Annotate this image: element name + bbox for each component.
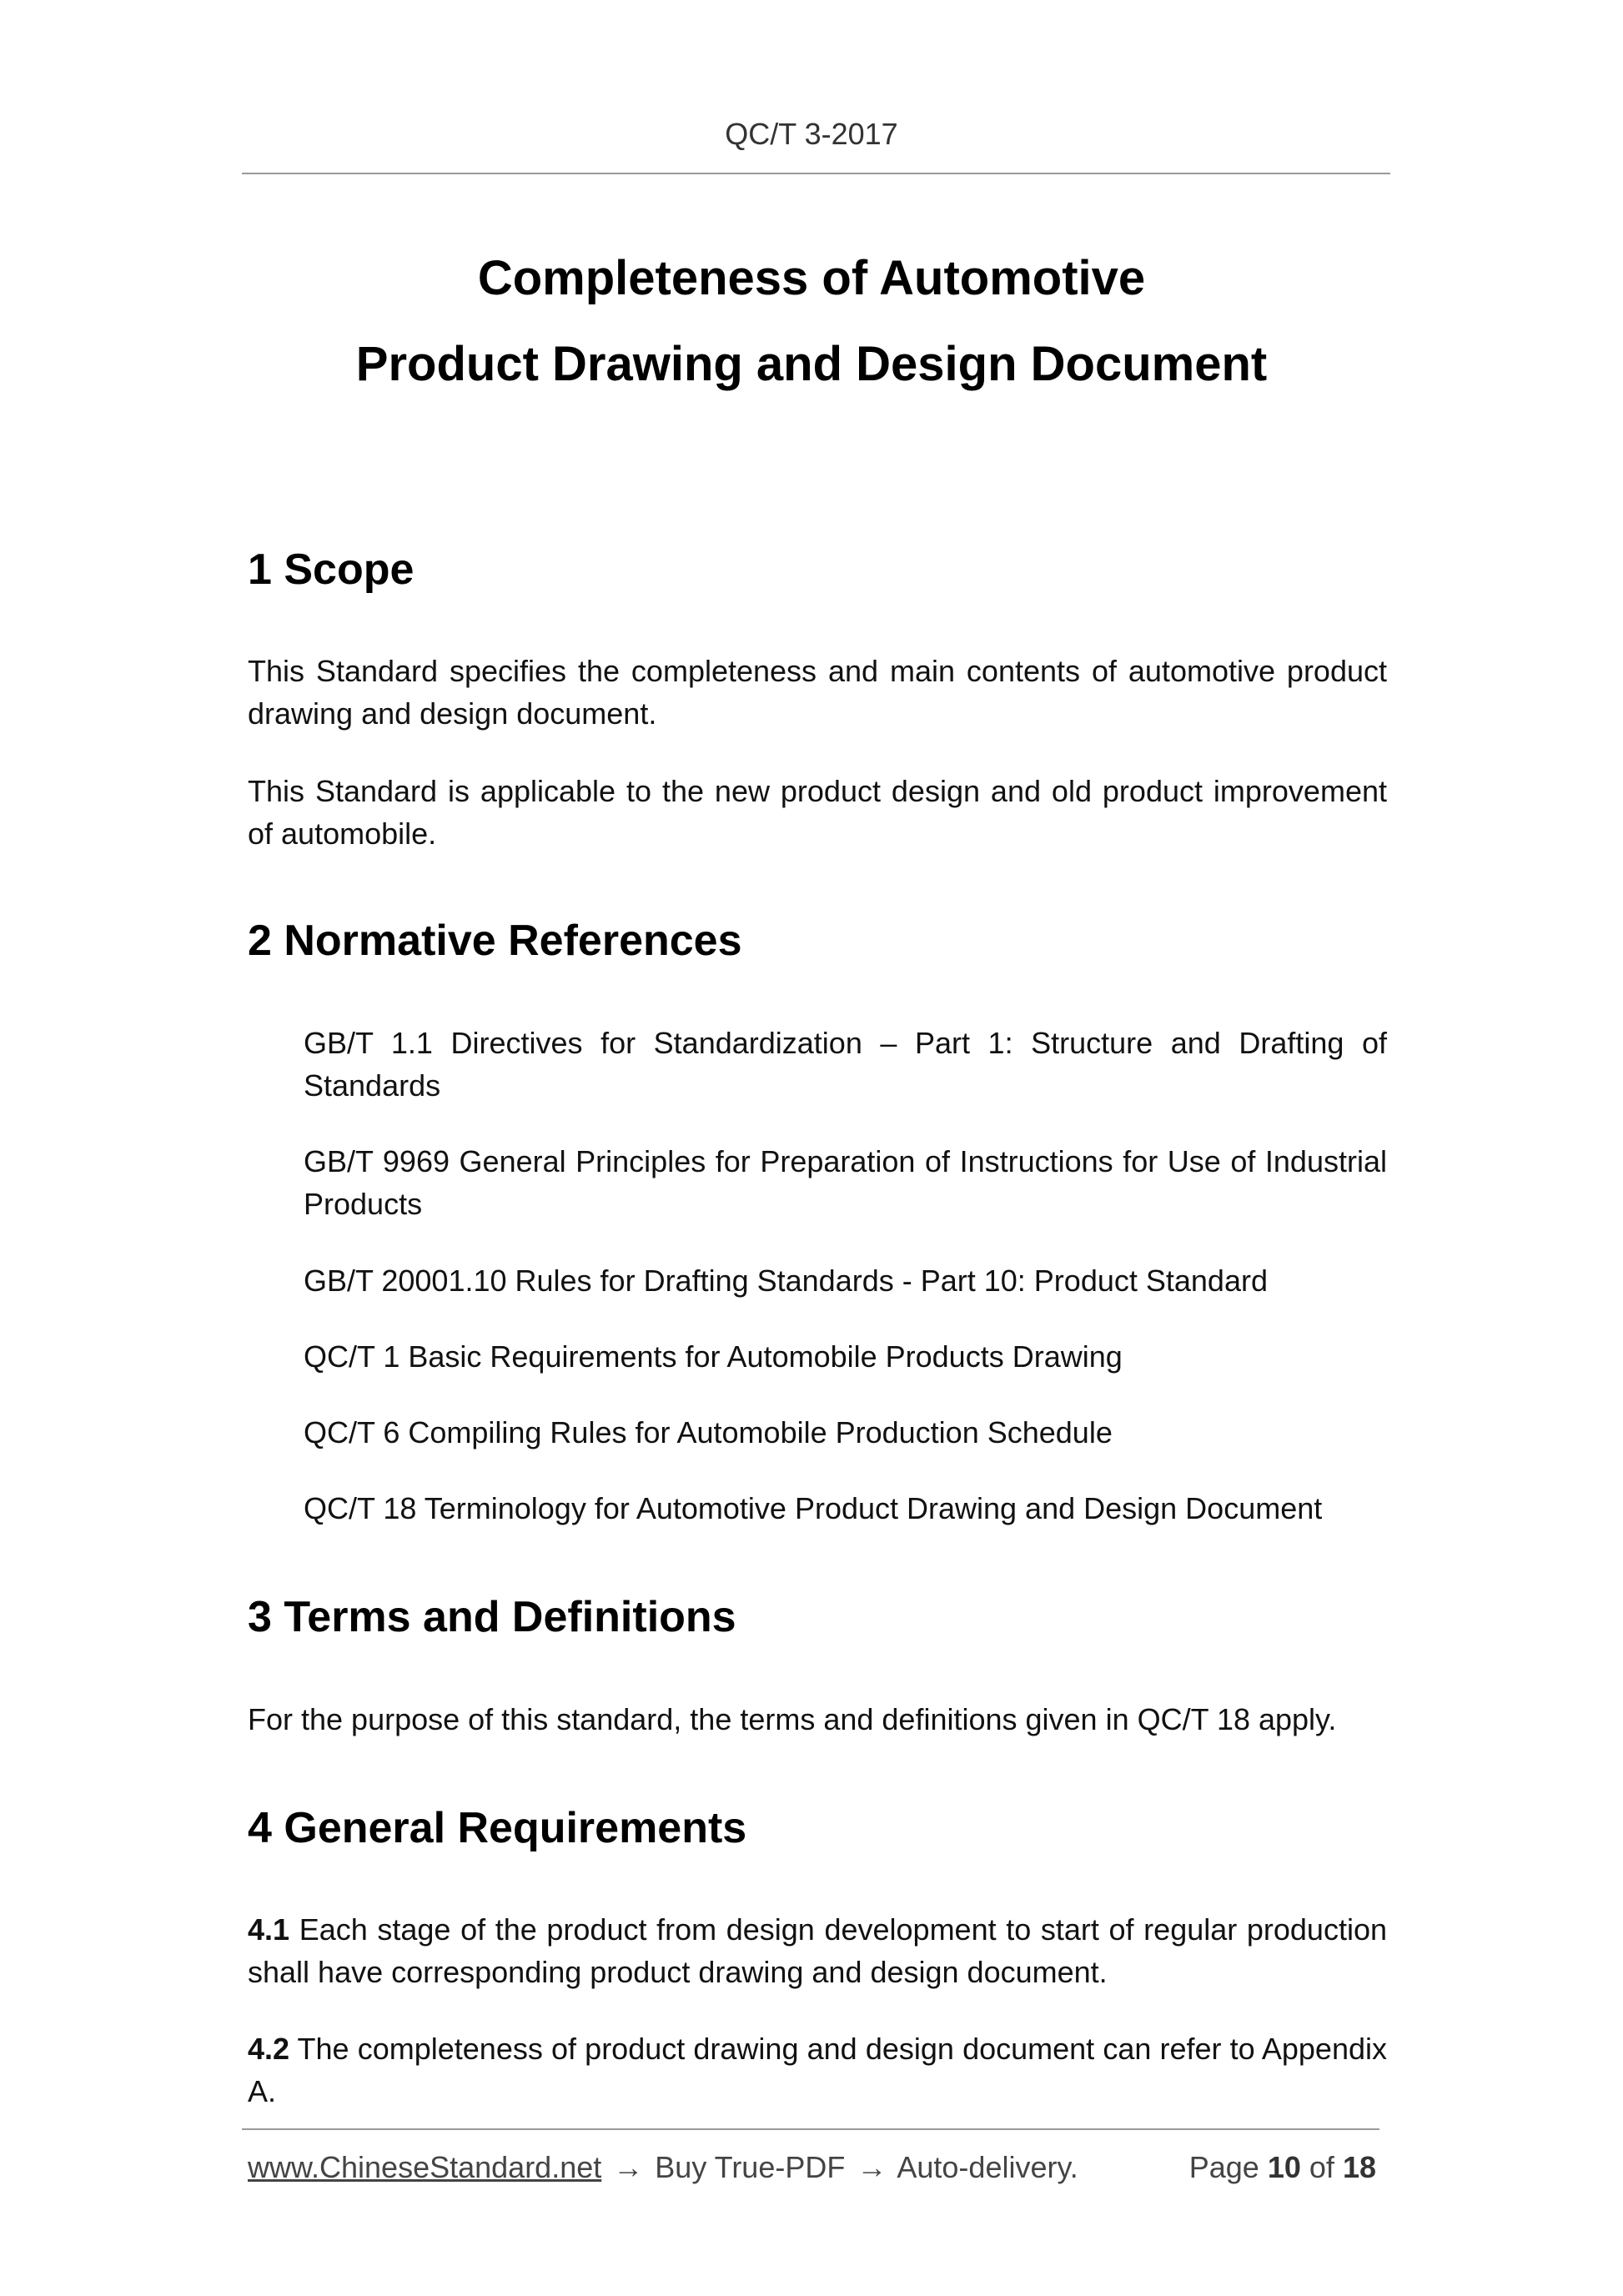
page-number: 10 xyxy=(1267,2150,1301,2184)
clause-4-1 xyxy=(248,1908,1387,1993)
reference-item-qct-1: QC/T 1 Basic Requirements for Automobile Products Drawing xyxy=(304,1339,1123,1374)
footer-divider xyxy=(242,2128,1379,2130)
section-heading-normative-references: 2 Normative References xyxy=(248,917,742,965)
reference-item-gbt-9969: GB/T 9969 General Principles for Preparation of Instructions for Use of Industrial Products xyxy=(304,1144,1387,1221)
scope-paragraph-2: This Standard is applicable to the new product design and old product improvement of automobile. xyxy=(248,774,1387,851)
section-heading-general-requirements: 4 General Requirements xyxy=(248,1804,747,1852)
footer-buy-text: Buy True-PDF xyxy=(655,2150,846,2184)
footer-delivery-text: Auto-delivery. xyxy=(897,2150,1078,2184)
document-title-line-1: Completeness of Automotive xyxy=(477,251,1146,305)
page-label: Page xyxy=(1188,2150,1259,2184)
terms-paragraph: For the purpose of this standard, the terms and definitions given in QC/T 18 apply. xyxy=(248,1702,1337,1736)
section-heading-terms-definitions: 3 Terms and Definitions xyxy=(248,1593,736,1641)
scope-paragraph-1: This Standard specifies the completeness and main contents of automotive product drawing and design document. xyxy=(248,654,1387,731)
section-heading-scope: 1 Scope xyxy=(248,545,415,594)
reference-item-qct-18: QC/T 18 Terminology for Automotive Product Drawing and Design Document xyxy=(304,1491,1323,1525)
document-title xyxy=(0,235,1623,407)
clause-4-2-text: The completeness of product drawing and design document can refer to Appendix A. xyxy=(248,2032,1387,2108)
reference-item-gbt-1-1: GB/T 1.1 Directives for Standardization – Part 1: Structure and Drafting of Standards xyxy=(304,1026,1387,1103)
clause-4-1-text: Each stage of the product from design development to start of regular production shall have corresponding product drawing and design document. xyxy=(248,1912,1387,1989)
footer-arrow-icon: → xyxy=(613,2150,644,2184)
page-indicator xyxy=(1189,2150,1376,2185)
clause-4-1-number: 4.1 xyxy=(248,1912,290,1947)
page-footer xyxy=(248,2150,1379,2185)
document-title-line-2: Product Drawing and Design Document xyxy=(355,337,1268,391)
reference-item-gbt-20001-10: GB/T 20001.10 Rules for Drafting Standards - Part 10: Product Standard xyxy=(304,1264,1268,1298)
header-divider xyxy=(242,173,1390,174)
running-header-standard-code: QC/T 3-2017 xyxy=(725,117,898,151)
clause-4-2-number: 4.2 xyxy=(248,2032,290,2066)
of-label: of xyxy=(1309,2150,1334,2184)
total-pages: 18 xyxy=(1342,2150,1376,2184)
reference-item-qct-6: QC/T 6 Compiling Rules for Automobile Production Schedule xyxy=(304,1415,1113,1449)
footer-arrow-icon: → xyxy=(857,2150,887,2184)
clause-4-2 xyxy=(248,2027,1387,2113)
footer-site-link[interactable]: www.ChineseStandard.net xyxy=(248,2150,602,2184)
